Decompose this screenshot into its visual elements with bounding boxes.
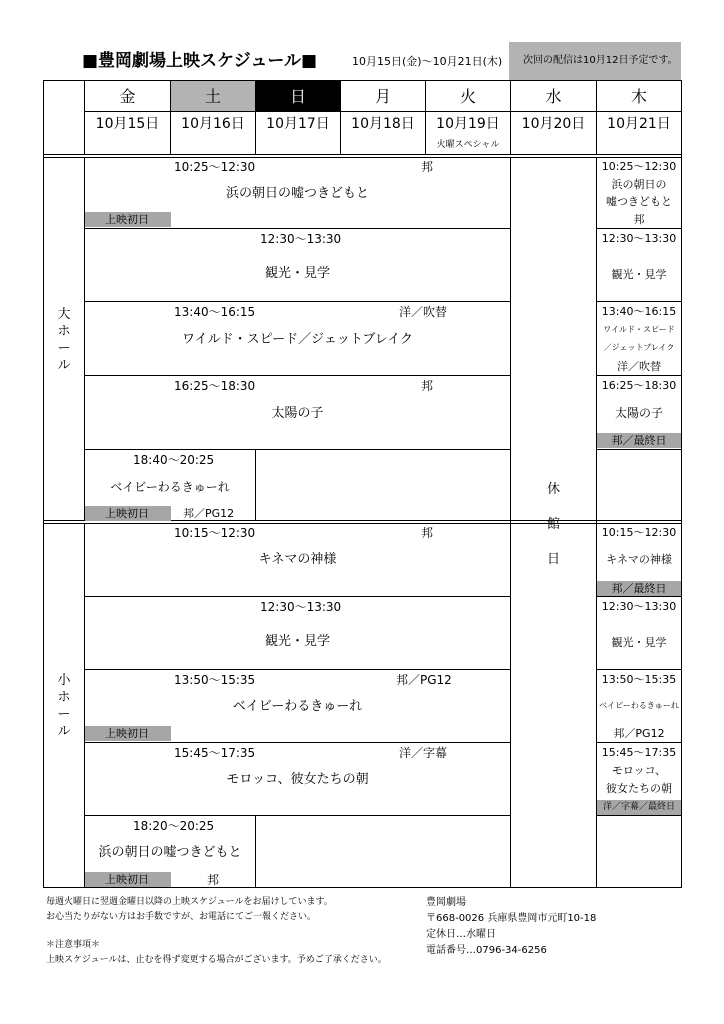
- movie-title: 彼女たちの朝: [606, 782, 672, 795]
- movie-title: 観光・見学: [611, 268, 667, 281]
- screening-block: [84, 301, 511, 376]
- info-label: 洋／字幕: [399, 746, 448, 760]
- time-label: 12:30〜13:30: [260, 600, 342, 614]
- date-range: 10月15日(金)〜10月21日(木): [352, 55, 503, 68]
- time-label: 16:25〜18:30: [601, 379, 677, 392]
- movie-title: 太陽の子: [271, 406, 324, 421]
- closed-day: 定休日…水曜日: [426, 929, 496, 940]
- info-label: 邦: [421, 526, 434, 540]
- movie-title: 観光・見学: [264, 266, 330, 281]
- thu-screening: [596, 228, 682, 302]
- date-cell: [425, 111, 511, 155]
- page-title: ■豊岡劇場上映スケジュール■: [82, 51, 318, 71]
- movie-title: ベイビーわるきゅーれ: [110, 480, 230, 494]
- time-label: 13:50〜15:35: [601, 673, 677, 686]
- day-cell-mon: [340, 80, 426, 112]
- movie-title: ワイルド・スピード／ジェットブレイク: [181, 332, 413, 347]
- day-label: 水: [545, 87, 562, 106]
- screening-block: [84, 375, 511, 450]
- time-label: 13:40〜16:15: [174, 305, 256, 319]
- info-label: 洋／吹替: [399, 305, 448, 319]
- info-label: 邦／PG12: [396, 673, 452, 687]
- info-label: 邦／PG12: [613, 727, 665, 740]
- day-label: 日: [289, 87, 306, 106]
- movie-title: ／ジェットブレイク: [603, 343, 675, 352]
- movie-title: 観光・見学: [611, 636, 667, 649]
- hall-label-large: [43, 157, 85, 521]
- time-label: 15:45〜17:35: [601, 746, 677, 759]
- day-label: 金: [119, 87, 136, 106]
- screening-block: [84, 815, 256, 888]
- empty-cell: [596, 449, 682, 521]
- first-day-badge: 上映初日: [85, 506, 171, 521]
- info-label: 邦／PG12: [183, 507, 235, 520]
- hall-char: ル: [57, 358, 71, 373]
- info-label: 邦: [207, 873, 220, 887]
- notice-body: 上映スケジュールは、止むを得ず変更する場合がございます。予めご了承ください。: [46, 955, 387, 965]
- hall-char: ー: [57, 707, 71, 722]
- date-label: 10月19日: [436, 116, 500, 132]
- screening-block: [84, 228, 511, 302]
- movie-title: ワイルド・スピード: [603, 325, 675, 334]
- hall-char: 小: [57, 673, 71, 688]
- info-label: 邦: [421, 379, 434, 393]
- movie-title: 浜の朝日の嘘つきどもと: [98, 845, 242, 860]
- date-cell: [170, 111, 256, 155]
- thu-screening: [596, 742, 682, 816]
- time-label: 10:15〜12:30: [601, 526, 677, 539]
- time-label: 12:30〜13:30: [601, 232, 677, 245]
- day-label: 土: [204, 87, 221, 106]
- footer-text: 毎週火曜日に翌週金曜日以降の上映スケジュールをお届けしています。: [46, 897, 333, 907]
- empty-cell: [596, 815, 682, 888]
- time-label: 12:30〜13:30: [260, 232, 342, 246]
- date-cell: [84, 111, 171, 155]
- hall-char: 大: [57, 307, 71, 322]
- first-day-badge: 上映初日: [85, 212, 171, 227]
- thu-screening: [596, 375, 682, 450]
- movie-title: 観光・見学: [264, 634, 330, 649]
- thu-screening: [596, 157, 682, 229]
- date-label: 10月21日: [607, 116, 671, 132]
- date-label: 10月15日: [95, 116, 160, 132]
- date-label: 10月18日: [351, 116, 415, 132]
- movie-title: キネマの神様: [606, 553, 672, 566]
- last-day-badge: 洋／字幕／最終日: [597, 800, 681, 815]
- notice-text: 次回の配信は10月12日予定です。: [523, 55, 678, 66]
- hall-char: ル: [57, 724, 71, 739]
- movie-title: 浜の朝日の: [611, 178, 667, 191]
- day-label: 月: [374, 87, 391, 106]
- time-label: 10:15〜12:30: [174, 526, 256, 540]
- screening-block: [84, 523, 511, 597]
- day-label: 木: [630, 87, 647, 106]
- date-cell: [596, 111, 682, 155]
- address: 〒668-0026 兵庫県豊岡市元町10-18: [426, 913, 597, 924]
- movie-title: ベイビーわるきゅーれ: [599, 701, 679, 710]
- first-day-badge: 上映初日: [85, 872, 171, 887]
- date-cell: [255, 111, 341, 155]
- day-cell-sat: [170, 80, 256, 112]
- phone-number: 電話番号…0796-34-6256: [426, 945, 547, 956]
- hall-label-small: [43, 523, 85, 888]
- screening-block: [84, 742, 511, 816]
- hall-char: ー: [57, 341, 71, 356]
- thu-screening: [596, 669, 682, 743]
- movie-title: 太陽の子: [614, 406, 663, 420]
- screening-block: [84, 596, 511, 670]
- time-label: 12:30〜13:30: [601, 600, 677, 613]
- time-label: 16:25〜18:30: [174, 379, 256, 393]
- info-label: 洋／吹替: [617, 360, 661, 373]
- theater-name: 豊岡劇場: [426, 897, 466, 908]
- footer-text: お心当たりがない方はお手数ですが、お電話にてご一報ください。: [46, 912, 317, 922]
- movie-title: モロッコ、: [611, 764, 667, 777]
- movie-title: キネマの神様: [258, 552, 337, 567]
- hall-char: ホ: [57, 690, 71, 705]
- movie-title: モロッコ、彼女たちの朝: [226, 772, 369, 787]
- date-cell: [510, 111, 597, 155]
- hall-char: ホ: [57, 324, 71, 339]
- screening-block: [84, 449, 256, 521]
- empty-cell: [255, 449, 511, 521]
- time-label: 18:40〜20:25: [133, 453, 215, 467]
- thu-screening: [596, 301, 682, 376]
- last-day-badge: 邦／最終日: [597, 581, 681, 596]
- notice-box: [509, 42, 681, 80]
- screening-block: [84, 669, 511, 743]
- movie-title: 浜の朝日の嘘つきどもと: [225, 186, 369, 201]
- closed-char: 館: [546, 517, 560, 532]
- day-cell-tue: [425, 80, 511, 112]
- screening-block: [84, 157, 511, 229]
- movie-title: 嘘つきどもと: [606, 195, 672, 208]
- movie-title: ベイビーわるきゅーれ: [232, 699, 363, 714]
- date-label: 10月17日: [266, 116, 330, 132]
- day-cell-fri: [84, 80, 171, 112]
- time-label: 10:25〜12:30: [601, 160, 677, 173]
- time-label: 10:25〜12:30: [174, 160, 256, 174]
- thu-screening: [596, 523, 682, 597]
- date-label: 10月20日: [521, 116, 586, 132]
- date-label: 10月16日: [181, 116, 245, 132]
- closed-char: 日: [546, 552, 560, 567]
- info-label: 邦: [421, 160, 434, 174]
- time-label: 18:20〜20:25: [133, 819, 215, 833]
- info-label: 邦: [633, 213, 645, 226]
- time-label: 13:40〜16:15: [601, 305, 677, 318]
- first-day-badge: 上映初日: [85, 726, 171, 741]
- date-cell: [340, 111, 426, 155]
- time-label: 13:50〜15:35: [174, 673, 256, 687]
- last-day-badge: 邦／最終日: [597, 433, 681, 448]
- notice-heading: ＊注意事項＊: [46, 940, 101, 950]
- closed-day-column: [510, 157, 597, 888]
- thu-screening: [596, 596, 682, 670]
- day-cell-thu: [596, 80, 682, 112]
- empty-cell: [255, 815, 511, 888]
- closed-char: 休: [546, 482, 560, 497]
- day-label: 火: [459, 87, 476, 106]
- day-cell-sun: [255, 80, 341, 112]
- time-label: 15:45〜17:35: [174, 746, 256, 760]
- day-cell-wed: [510, 80, 597, 112]
- special-note: 火曜スペシャル: [436, 140, 500, 150]
